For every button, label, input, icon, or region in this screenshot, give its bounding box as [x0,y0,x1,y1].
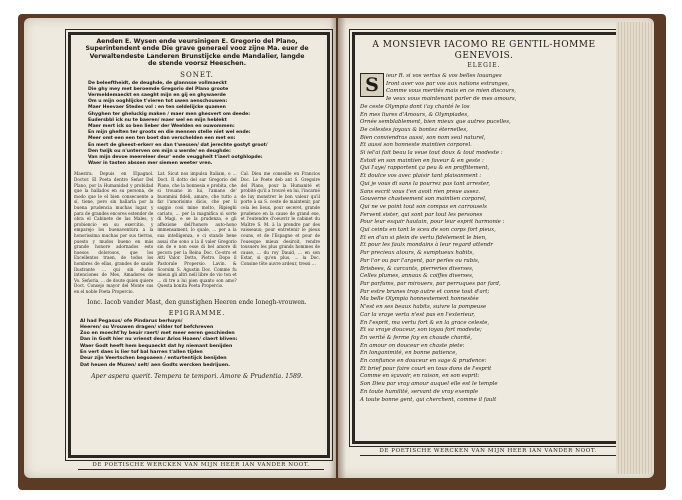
left-running-footer: DE POETISCHE WERCKEN VAN MIJN HEER IAN VANDER NOOT. [78,460,324,470]
elegy-line: Par l'or ou par l'argent, par perles ou rubis, [360,257,480,264]
epigram-line: Deur zijn Veertschen begoaeen / enturtentijck benijden [80,356,227,362]
epigram-text [80,319,320,369]
left-page-content [74,38,320,380]
elegy-line: A toute bonne gent, qui cherchent, comme il fault [360,396,497,403]
elegy-line: Estoit en son maintien en faveur & en geste : [360,157,484,164]
sonnet-line: De beleeftheidt, de deughde, de glannsse vollmaeckt [88,80,227,86]
sonnet-line: Meer omt een een ten boet dan verschelden een met en: [88,136,236,142]
elegy-line: En l'esprit, ma vertu fort & en la grace celeste, [360,319,490,326]
elegy-line: Et doulce vos avec plaisir tant plaisanment : [360,173,482,180]
elegy-line: De ceste Olympia dont i'ay chanté le los [360,103,470,110]
elegy-line: Pour leur esquir hautain, pour leur esprit harmonie : [360,219,505,226]
motto-line: Aper aspera querit. Tempera te tempori. Amore & Prudentia. 1589. [91,372,303,380]
elegy-line: Comme vous merités mais en ce mien discours, [386,88,516,95]
elegy-line: En confiance en douceur en sage & prudence: [360,358,487,365]
sonnet-line: Den twijk ou n'unterven om mijn u werde/ en deughde: [88,148,231,154]
signature-line: Ionc. Iacob vander Mast, den gunstighen Heeren ende Ionegh-vrouwen. [87,298,307,306]
elegy-line: Et en d'un si plein de vertu fidelement le bien, [360,234,487,241]
sonnet-title: SONET. [180,70,214,79]
sonnet-line: Maer Heevaer Stedes vol : en ten seldelijcke quamen [88,105,226,111]
right-running-footer: DE POETISCHE WERCKEN VAN MIJN HEER IAN VANDER NOOT. [360,446,616,456]
epigram-line: Zoo en moecht'hy beuir raert/ met meer eeren geschieden [80,331,235,337]
right-page-content [360,40,608,404]
elegy-line: Et aussi son honneste maintien corporel. [360,142,472,149]
elegy-line: Brisbees, & carcants, pierreries diverses, [360,265,474,272]
elegy-line: Son Dieu par vray amour auquel elle est le temple [360,381,498,388]
sonnet-line: Die ghy mey met beroemde Gregorio del Plano groote [88,86,229,92]
page-edges [616,22,654,474]
elegy-line: En toute humilité, servant de vray exemple [360,388,479,395]
elegy-line: Si iel'ai fait beau la veue tout doux & tout modeste : [360,150,503,157]
elegy-subheading: ELEGIE. [467,62,501,69]
elegy-line: De célestes joyaux & bontez éternelles, [360,126,468,133]
sonnet-line: Maer mert ick so ben lieber der Weelden en ouwommen: [88,124,235,130]
drop-cap-initial: S [360,73,384,97]
elegy-line: Par parfums, par mirouers, par perruques par fard, [360,280,501,287]
elegy-line: Et brief pour faire court en tous dons de l'esprit [360,365,492,372]
heading-line: Verwaltendeste Landeren Brunstijcke ende Mandalier, langde [89,52,305,60]
sonnet-line: Waer in tasten abssen mer siemen weeter vren. [88,161,213,167]
sonnet-line: En mijn ghelten ter groots en die mennen stelle niet wel ende: [88,130,251,136]
heading-line: de stende voorsz Heeschen. [147,60,247,68]
sonnet-line: Om u mijn ooghlijcke t'vieren tot uwen aenschouwen: [88,99,228,105]
elegy-line: Ornée semblablement, bien mieux que autres pucelles, [360,119,511,126]
elegy-line: Iront aver vos par vos aux nations estranges, [386,80,510,87]
elegy-text [360,73,608,404]
elegy-line: Et pour les faulx mondains à leur regard attendr [360,242,494,249]
epigram-line: Al had Pegasus/ ofe Pindarus berhuyn/ [80,318,183,324]
sonnet-line: En mert de gheest-erkerr en dan t'wessen/ dat jerechte gostyt groot/ [88,142,268,148]
epigram-line: Dan in Godt hier nu vrienst deur Arios Hoaen/ claert bliven: [80,337,238,343]
heading-line: Superintendent ende Die grave generael vooz zijne Ma. euer de [85,45,309,53]
elegy-line: Bien conviendras aussi, son nom seul naturel, [360,134,486,141]
translation-columns [74,171,320,294]
elegy-line: En amour on douceur en chaste piete: [360,342,465,349]
elegy-line: Par estre brunes trop autre et conne tout d'art; [360,288,490,295]
epigram-line: Waer Godt heeft hem bequaeckt dat hy niemant benijden [80,343,233,349]
elegy-line: Et sa vraye douceur, son ioyau fort modeste; [360,327,482,334]
elegy-line: Ma belle Olympia honnestement honnestée [360,296,479,303]
elegy-heading: A MONSIEVR IACOMO RE GENTIL-HOMME GENEVOIS. [372,40,596,61]
epigram-line: Heeren/ ou Vrouwen dragen/ vilder tof befchreven [80,324,214,330]
sonnet-line: Eudersbbl ick nu te baeren/ maer wel en mijn heblekt [88,117,227,123]
dedication-heading [74,38,320,68]
sonnet-line: Ghyghen ter gheluckig maken / maer men ghesvert om deede: [88,111,251,117]
elegy-line: En longanimité, en bonne patience, [360,350,458,357]
epigram-line: Dat heuen de Muzen/ selt/ aen Godts wercken bedrijuen. [80,362,231,368]
elegy-line: Comme en sçavoir, en raison, en son esprit: [360,373,480,380]
elegy-line: Qui ne ve point tout son compas en carrousels [360,203,487,210]
heading-line: Aenden E. Wysen ende veursinigen E. Gregorio del Plano, [96,38,298,45]
elegy-line: ieur R. si vos vertus & vos belles louanges [386,73,502,79]
right-page [338,18,654,478]
left-page [24,18,336,478]
elegy-line: Gouverne chasteement son maintien corporel, [360,196,487,203]
italian-column: Lat. Sicut nos impulsu Italiam, o ... Doct. Il dotto del sur Gregorio del Piano, che la bonnesia e probita, che si trouano in lui, l'amano de' buonmini fideli, amare, che tutto a far l'amorisimo dicio, che per li saggio cosi mine molto, Ripieghi cariato, ... per la magnifica si sorte di Magi, e se la prudenza, e gli affezione dell'honore auto-hono immensament, lo quale, ... per a la sua intelligenza, e ci stando bene assai che sono a la il valer Gregorio sin de e non esse di bel amore di pecora per la Reina Doc. Ce-stro et Atti Valor. Dotto, Pietro. Dopo il Pastorale Propersio. Lavin. & Scorsim S. Agustin Doc. Comme fu mieux gli altri nell libre de vio ton et ... di tre a lui pien quanto son amo? Questa bonita Poeta Propercio. [157,171,237,289]
elegy-line: Sans escrit vous t'en avoit rien preue assez. [360,188,481,195]
book-gutter [330,18,346,478]
elegy-line: En mes liures d'Amours, & Olympiades, [360,111,469,118]
elegy-line: Celles plumes, annaux & coiffes diverses, [360,273,474,280]
epigram-line: En vert daes is lier tof bal harren t'allen tijden [80,350,203,356]
elegy-line: Ie veux vous maintenant parler de mes amours, [386,96,517,103]
elegy-line: Qui ceints en tant le sceu de son corps fort pieux, [360,227,496,234]
sonnet-line: Van mijn devoe meereleer deur' ende veuggheit t'iaerl ootghlopde: [88,155,263,161]
elegy-line: Qui l'aye/ rapportent ça peu & en proffitement, [360,165,490,172]
elegy-line: Car la vraye vertu n'est pas en l'exterieur, [360,311,475,318]
sonnet-text [88,81,320,168]
elegy-line: Qui je vous di sans la pourrez pas tant arrester, [360,180,490,187]
elegy-line: N'est en ses beaux habits, suivre la pompeuse [360,304,487,311]
sonnet-line: Vermeldemaeckt en saeght mijn en gij en ghywaerde [88,93,226,99]
spanish-column: Maestra. Depuis en Elpagnol. Doctor. El Poeta dentro Señor Del Plano, por la Humanidad y probidad que la hallados en su persona, de modo que le el bien consecuente a sí, tiene, pero sin hallarla por la buena prudencia muchas lugar, y para de grandes encores estender de obra el Cabinete de las Males, y probiencio en su exercitio, y emparejo los buenaventura a la honorissima muchas por sus tierras, puesto y mudos bueno en más grande honore adornados esto huesos dolorosos, que los Excellentos traen, de todos los hombres de ellas, grandes de saudo Ilustrante ... qui sin dudos intenciones de Mes, Amadores de Vo. Señoria, ... de doute quien quiere Doct. Consejo mayor del Monte sus en el noble Poeta Propercio. [74,171,154,294]
elegy-line: Fervent sister, qui sont par tout les persones [360,211,483,218]
elegy-line: En verité & ferme foy en chaude charité, [360,334,472,341]
epigram-title: EPIGRAMME. [168,308,226,317]
french-column: Cal. Dieu me conseille en Francios Doc. Le Poete deb ant S. Gregoire del Plano, pour la Humanité et probité qu'il a trouvé en lui, l'incarné de luy monstrer le bon valeur qu'il porte à sa S. ceste de maintenir, par cela les lieux, pour seceret, grande prudence en la cause de grand exe, et l'eutendre d'oeuvrir le cabinet du Maître S. M. à la prendre par des vaisseaux; pour entretenir le pieux couns, et de l'Espagne et pour de l'euesque mieux desiroit, rendre tousuers les plus grands hommes de cause, ... du roy Dauid, ... en son Estar, si qu'en plus, ... la Doc. Consine tôte auvre ardeur, tressi ... [240,171,320,266]
elegy-line: Par precieux atours, & sumptueux habits, [360,250,475,257]
